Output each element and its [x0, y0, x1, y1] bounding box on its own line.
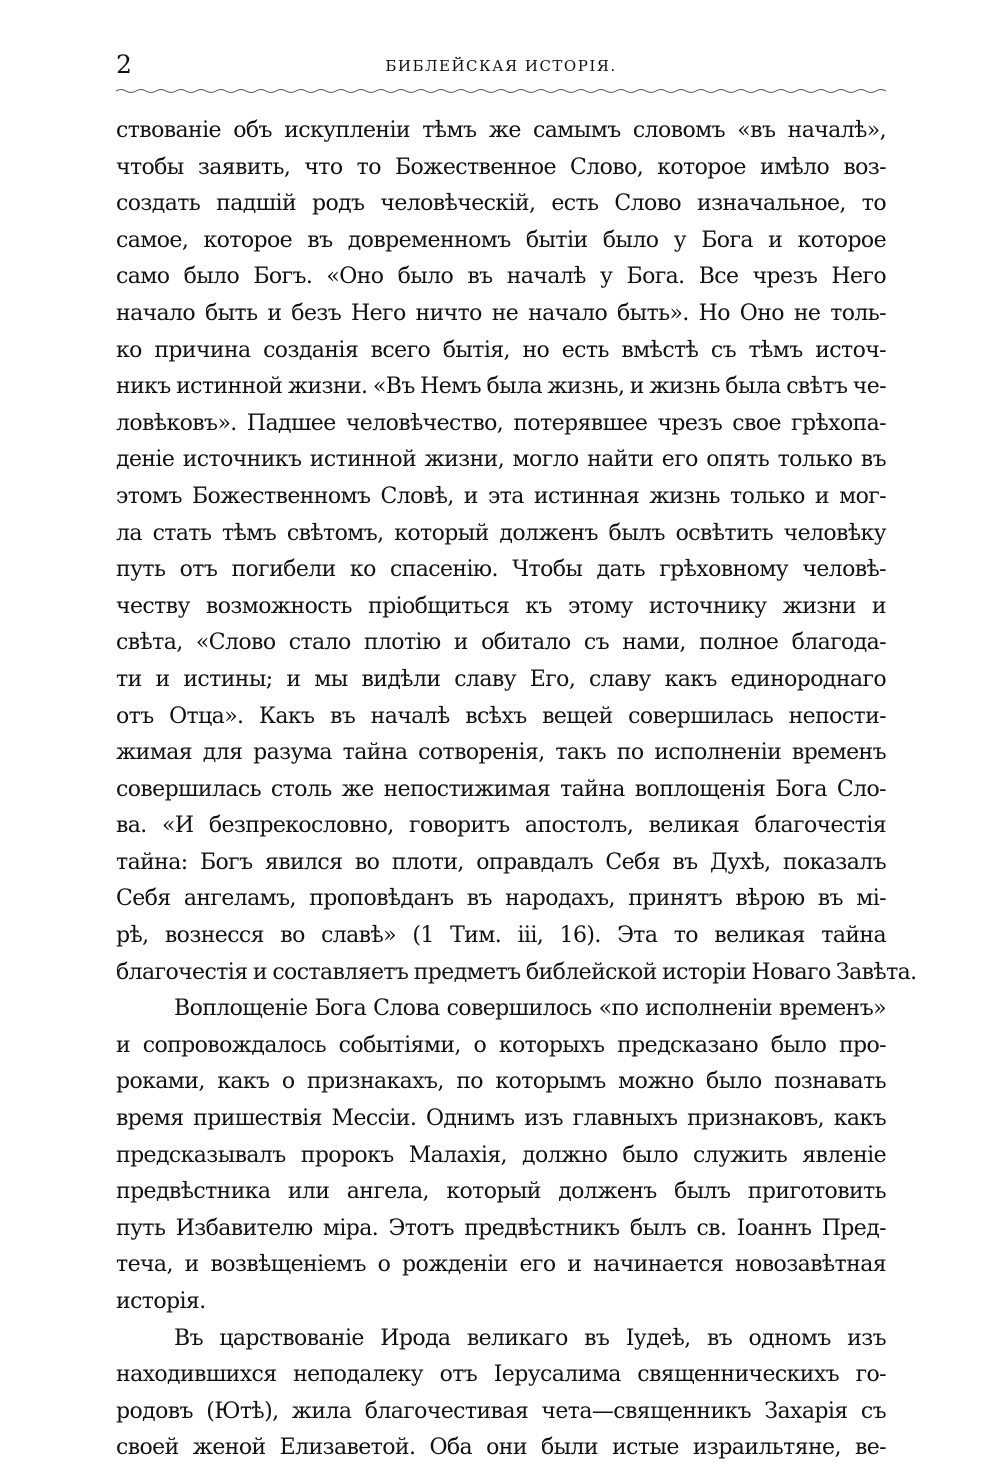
- text-line: ловѣковъ». Падшее человѣчество, потерявшее чрезъ свое грѣхопа-: [116, 410, 886, 436]
- text-line: этомъ Божественномъ Словѣ, и эта истинная жизнь только и мог-: [116, 483, 886, 509]
- text-line: путь отъ погибели ко спасенію. Чтобы дать грѣховному человѣ-: [116, 557, 886, 583]
- text-line: рѣ, вознесся во славѣ» (1 Тим. iii, 16). Эта то великая тайна: [116, 923, 886, 949]
- text-line: никъ истинной жизни. «Въ Немъ была жизнь, и жизнь была свѣтъ че-: [116, 374, 886, 400]
- text-line: чтобы заявить, что то Божественное Слово, которое имѣло воз-: [116, 154, 886, 180]
- text-line: ла стать тѣмъ свѣтомъ, который долженъ былъ освѣтить человѣку: [116, 520, 886, 546]
- text-line: роками, какъ о признакахъ, по которымъ можно было познавать: [116, 1069, 886, 1095]
- body-text: [116, 113, 917, 1467]
- text-line: родовъ (Ютѣ), жила благочестивая чета—священникъ Захарія съ: [116, 1398, 886, 1424]
- paragraph-last-line: исторія.: [116, 1289, 206, 1314]
- text-line: начало быть и безъ Него ничто не начало быть». Но Оно не толь-: [116, 300, 886, 326]
- text-line: совершилась столь же непостижимая тайна воплощенія Бога Сло-: [116, 776, 886, 802]
- text-line: теча, и возвѣщеніемъ о рожденіи его и начинается новозавѣтная: [116, 1252, 886, 1278]
- text-line: своей женой Елизаветой. Оба они были истые израильтяне, ве-: [116, 1435, 886, 1461]
- text-line: свѣта, «Слово стало плотію и обитало съ нами, полное благода-: [116, 630, 886, 656]
- text-line: путь Избавителю міра. Этотъ предвѣстникъ былъ св. Іоаннъ Пред-: [116, 1215, 886, 1241]
- text-line: и сопровождалось событіями, о которыхъ предсказано было про-: [116, 1032, 886, 1058]
- text-line: находившихся неподалеку отъ Іерусалима священническихъ го-: [116, 1362, 886, 1388]
- paragraph-first-line: Воплощеніе Бога Слова совершилось «по исполненіи временъ»: [174, 996, 886, 1022]
- text-line: честву возможность пріобщиться къ этому источнику жизни и: [116, 593, 886, 619]
- text-line: ва. «И безпрекословно, говоритъ апостолъ, великая благочестія: [116, 813, 886, 839]
- text-line: время пришествія Мессіи. Однимъ изъ главныхъ признаковъ, какъ: [116, 1106, 886, 1132]
- decorative-rule: [116, 88, 886, 94]
- running-head: [116, 50, 886, 84]
- text-line: жимая для разума тайна сотворенія, такъ по исполненіи временъ: [116, 740, 886, 766]
- text-line: Себя ангеламъ, проповѣданъ въ народахъ, принятъ вѣрою въ мі-: [116, 886, 886, 912]
- text-line: предсказывалъ пророкъ Малахія, должно было служить явленіе: [116, 1142, 886, 1168]
- text-line: отъ Отца». Какъ въ началѣ всѣхъ вещей совершилась непости-: [116, 703, 886, 729]
- text-line: ко причина созданія всего бытія, но есть вмѣстѣ съ тѣмъ источ-: [116, 337, 886, 363]
- text-line: тайна: Богъ явился во плоти, оправдалъ Себя въ Духѣ, показалъ: [116, 849, 886, 875]
- text-line: ти и истины; и мы видѣли славу Его, славу какъ единороднаго: [116, 666, 886, 692]
- text-line: самое, которое въ довременномъ бытіи было у Бога и которое: [116, 227, 886, 253]
- text-line: предвѣстника или ангела, который долженъ былъ приготовить: [116, 1179, 886, 1205]
- running-title: БИБЛЕЙСКАЯ ИСТОРІЯ.: [385, 57, 617, 75]
- text-line: благочестія и составляетъ предметъ библейской исторіи Новаго Завѣта.: [116, 959, 917, 985]
- wavy-rule-line: [116, 90, 886, 93]
- text-line: само было Богъ. «Оно было въ началѣ у Бога. Все чрезъ Него: [116, 264, 886, 290]
- text-line: создать падшій родъ человѣческій, есть Слово изначальное, то: [116, 191, 886, 217]
- text-line: деніе источникъ истинной жизни, могло найти его опять только въ: [116, 447, 886, 473]
- paragraph-first-line: Въ царствованіе Ирода великаго въ Іудеѣ, въ одномъ изъ: [174, 1325, 886, 1351]
- page-number: 2: [116, 50, 132, 79]
- text-line: ствованіе объ искупленіи тѣмъ же самымъ словомъ «въ началѣ»,: [116, 118, 886, 143]
